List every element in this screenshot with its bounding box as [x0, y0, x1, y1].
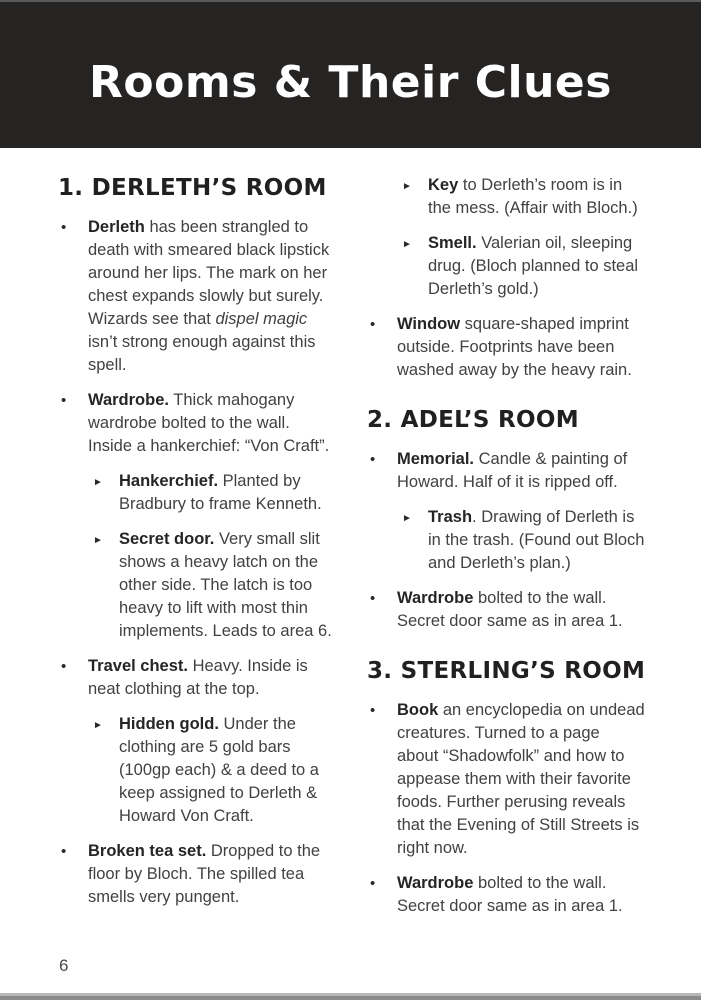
item-text: Key to Derleth’s room is in the mess. (Affair with Bloch.): [428, 176, 638, 217]
item-text: Window square-shaped imprint outside. Footprints have been washed away by the heavy rain.: [397, 315, 632, 379]
item-text: Book an encyclopedia on undead creatures. Turned to a page about “Shadowfolk” and how to appease them with their favorite foods. Further perusing reveals that the Evening of Still Streets is right now.: [397, 701, 645, 857]
bullet-icon: •: [61, 392, 67, 409]
triangle-bullet-icon: ►: [402, 513, 412, 524]
section-heading: 2. ADEL’S ROOM: [367, 407, 579, 433]
bullet-icon: •: [61, 219, 67, 236]
item-text: Wardrobe bolted to the wall. Secret door same as in area 1.: [397, 874, 623, 915]
bullet-icon: •: [61, 843, 67, 860]
list-item: [367, 587, 645, 633]
list-item: [367, 699, 645, 860]
item-text: Secret door. Very small slit shows a heavy latch on the other side. The latch is too heavy to lift with most thin implements. Leads to area 6.: [119, 530, 332, 640]
page-title: Rooms & Their Clues: [89, 56, 612, 108]
list-item: [367, 313, 645, 382]
item-text: Wardrobe bolted to the wall. Secret door same as in area 1.: [397, 589, 623, 630]
column-left: [58, 174, 336, 930]
bullet-icon: •: [370, 316, 376, 333]
item-text: Wardrobe. Thick mahogany wardrobe bolted to the wall. Inside a hankerchief: “Von Craft”.: [88, 391, 330, 455]
section-heading: 3. STERLING’S ROOM: [367, 658, 646, 684]
page-header: [0, 0, 701, 148]
column-right: [367, 174, 645, 930]
item-text: Hankerchief. Planted by Bradbury to frame Kenneth.: [119, 472, 322, 513]
list-item: [91, 470, 336, 516]
triangle-bullet-icon: ►: [93, 535, 103, 546]
item-text: Travel chest. Heavy. Inside is neat clothing at the top.: [88, 657, 308, 698]
bullet-icon: •: [61, 658, 67, 675]
item-text: Hidden gold. Under the clothing are 5 gold bars (100gp each) & a deed to a keep assigned to Derleth & Howard Von Craft.: [119, 715, 319, 825]
item-text: Broken tea set. Dropped to the floor by Bloch. The spilled tea smells very pungent.: [88, 842, 321, 906]
bullet-icon: •: [370, 590, 376, 607]
triangle-bullet-icon: ►: [93, 720, 103, 731]
triangle-bullet-icon: ►: [402, 181, 412, 192]
list-item: [400, 174, 645, 220]
triangle-bullet-icon: ►: [402, 239, 412, 250]
section-heading: 1. DERLETH’S ROOM: [58, 175, 327, 201]
item-text: Trash. Drawing of Derleth is in the trash. (Found out Bloch and Derleth’s plan.): [428, 508, 645, 572]
bullet-icon: •: [370, 451, 376, 468]
list-item: [58, 216, 336, 377]
list-item: [91, 713, 336, 828]
content-area: [0, 148, 701, 930]
list-item: [400, 232, 645, 301]
list-item: [400, 506, 645, 575]
bullet-icon: •: [370, 875, 376, 892]
bullet-icon: •: [370, 702, 376, 719]
list-item: [367, 872, 645, 918]
item-text: Memorial. Candle & painting of Howard. Half of it is ripped off.: [397, 450, 628, 491]
list-item: [367, 448, 645, 494]
item-text: Derleth has been strangled to death with smeared black lipstick around her lips. The mark on her chest expands slowly but surely. Wizards see that dispel magic isn’t strong enough against this spell.: [88, 218, 330, 374]
list-item: [58, 389, 336, 458]
item-text: Smell. Valerian oil, sleeping drug. (Bloch planned to steal Derleth’s gold.): [428, 234, 639, 298]
list-item: [58, 655, 336, 701]
page-number: 6: [59, 956, 69, 975]
footer-bar: [0, 993, 701, 1000]
list-item: [91, 528, 336, 643]
triangle-bullet-icon: ►: [93, 477, 103, 488]
list-item: [58, 840, 336, 909]
